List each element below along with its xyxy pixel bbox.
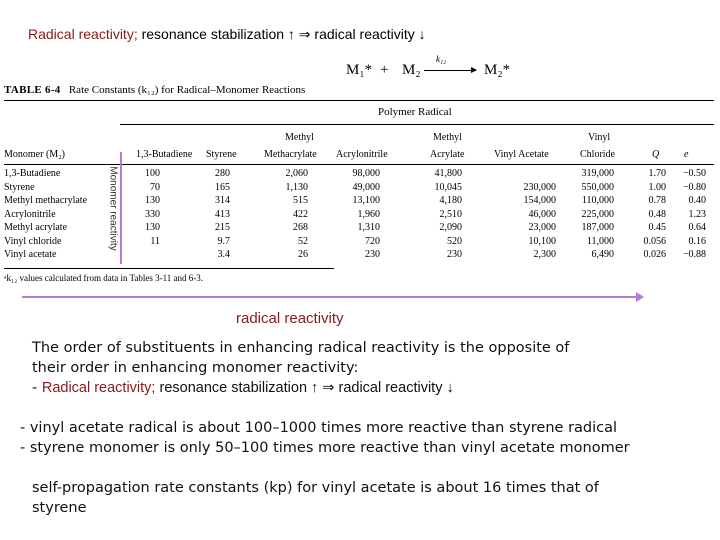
resonance-text: resonance stabilization ↑ ⇒ radical reactivity ↓ [155,380,454,396]
paragraph-propagation [32,478,599,518]
table-cell: 1,130 [285,181,308,193]
table-cell: 0.40 [688,195,706,206]
paragraph-order-line2: their order in enhancing monomer reactivity: [32,360,359,376]
table-row-label: 1,3-Butadiene [4,168,61,179]
paragraph-order-line3 [32,378,569,398]
col-top-vinyl: Vinyl [588,132,611,143]
table-cell: −0.50 [682,168,706,179]
table-cell: 6,490 [591,249,614,260]
table-row-label: Vinyl acetate [4,249,57,260]
table-cell: 70 [150,181,160,193]
col-header-vinyl-acetate: Vinyl Acetate [494,149,549,160]
paragraph-propagation-line2: styrene [32,500,87,516]
reactant-m2: M₂ [402,62,421,78]
paragraph-order-line1: The order of substituents in enhancing radical reactivity is the opposite of [32,340,570,356]
table-cell: 1.70 [648,168,666,179]
table-cell: 0.45 [648,222,666,233]
table-cell: 515 [293,195,308,206]
table-cell: 0.16 [688,235,706,247]
table-cell: 230 [447,249,462,260]
paragraph-propagation-line1: self-propagation rate constants (kp) for vinyl acetate is about 16 times that of [32,480,599,496]
reaction-arrow-icon [424,70,476,71]
table-cell: 2,510 [439,208,462,220]
reaction-scheme [346,52,516,86]
table-cell: 520 [447,235,462,247]
table-row-label: Styrene [4,181,35,193]
table-cell: 0.056 [643,235,666,247]
table-cell: 52 [298,235,308,247]
table-cell: 0.64 [688,222,706,233]
dash: - [32,380,42,396]
table-cell: 1,960 [357,208,380,220]
table-row-label: Methyl methacrylate [4,195,88,206]
reactant-m1: M₁* [346,62,373,78]
monomer-reactivity-label: Monomer reactivity [107,166,119,251]
table-footnote: ᵃk₁₂ values calculated from data in Tables 3-11 and 6-3. [4,273,204,283]
table-cell: 2,060 [285,168,308,179]
table-caption-text: Rate Constants (k₁₂) for Radical–Monomer Reactions [68,84,306,96]
col-top-methyl-1: Methyl [285,132,314,143]
table-cell: 422 [293,208,308,220]
paragraph-comparison [20,418,630,458]
title-radical-label: Radical reactivity; [28,26,138,42]
radical-reactivity-label: radical reactivity [236,310,344,327]
radical-reactivity-arrow-icon [22,296,638,298]
table-cell: 23,000 [528,222,556,233]
table-row-label: Vinyl chloride [4,235,62,247]
product-m2: M₂* [484,62,511,78]
table-cell: 280 [215,168,230,179]
table-cell: 319,000 [581,168,614,179]
table-caption-label: TABLE 6-4 [4,84,61,96]
plus-sign: + [380,62,389,78]
table-cell: 330 [145,208,160,220]
table-cell: 4,180 [439,195,462,206]
table-cell: 10,045 [434,181,462,193]
table-cell: 215 [215,222,230,233]
table-cell: 165 [215,181,230,193]
col-header-butadiene: 1,3-Butadiene [136,149,193,160]
paragraph-order [32,338,569,398]
table-rule-top [4,100,714,101]
polymer-radical-header: Polymer Radical [378,106,452,118]
col-header-acrylate: Acrylate [430,149,465,160]
table-cell: 130 [145,222,160,233]
col-header-e: e [684,149,689,160]
table-cell: 13,100 [352,195,380,206]
col-header-monomer: Monomer (M₂) [4,149,65,160]
col-header-chloride: Chloride [580,149,615,160]
table-cell: 268 [293,222,308,233]
paragraph-comparison-line2: - styrene monomer is only 50–100 times more reactive than vinyl acetate monomer [20,440,630,456]
monomer-reactivity-arrow-icon [120,152,122,264]
table-cell: 225,000 [581,208,614,220]
table-cell: −0.80 [682,181,706,193]
col-header-styrene: Styrene [206,149,237,160]
table-cell: 2,300 [533,249,556,260]
rate-constant-label: k₁₂ [436,54,447,64]
paragraph-comparison-line1: - vinyl acetate radical is about 100–1000 times more reactive than styrene radical [20,420,618,436]
table-cell: 9.7 [217,235,230,247]
col-header-q: Q [652,149,660,160]
table-cell: 46,000 [528,208,556,220]
table-rule-group [120,124,714,125]
table-cell: 26 [298,249,308,260]
table-cell: 230 [365,249,380,260]
table-cell: 2,090 [439,222,462,233]
table-cell: 314 [215,195,230,206]
table-cell: 0.48 [648,208,666,220]
table-cell: 98,000 [352,168,380,179]
table-cell: 154,000 [523,195,556,206]
monomer-reactivity-label-box [106,155,120,265]
table-cell: 130 [145,195,160,206]
table-cell: 11 [150,235,160,247]
table-cell: 110,000 [581,195,614,206]
table-cell: 1.00 [648,181,666,193]
table-blank-area [336,270,720,294]
table-cell: 550,000 [581,181,614,193]
slide-title [28,26,426,43]
table-cell: 41,800 [434,168,462,179]
title-rest: resonance stabilization ↑ ⇒ radical reactivity ↓ [137,26,426,42]
table-cell: 10,100 [528,235,556,247]
radical-reactivity-red: Radical reactivity; [41,380,156,396]
col-header-acrylonitrile: Acrylonitrile [336,149,388,160]
table-cell: 1.23 [688,208,706,220]
table-cell: 720 [365,235,380,247]
table-row-label: Methyl acrylate [4,222,68,233]
table-cell: 413 [215,208,230,220]
table-rule-bottom [4,268,334,269]
col-header-methacrylate: Methacrylate [264,149,317,160]
table-cell: 0.026 [643,249,666,260]
table-cell: 3.4 [217,249,230,260]
table-cell: 0.78 [648,195,666,206]
table-cell: 1,310 [357,222,380,233]
table-cell: 230,000 [523,181,556,193]
table-cell: −0.88 [682,249,706,260]
table-cell: 49,000 [352,181,380,193]
table-caption [4,84,305,96]
table-cell: 11,000 [586,235,614,247]
col-top-methyl-2: Methyl [433,132,462,143]
table-cell: 100 [145,168,160,179]
table-row-label: Acrylonitrile [4,208,56,220]
table-cell: 187,000 [581,222,614,233]
